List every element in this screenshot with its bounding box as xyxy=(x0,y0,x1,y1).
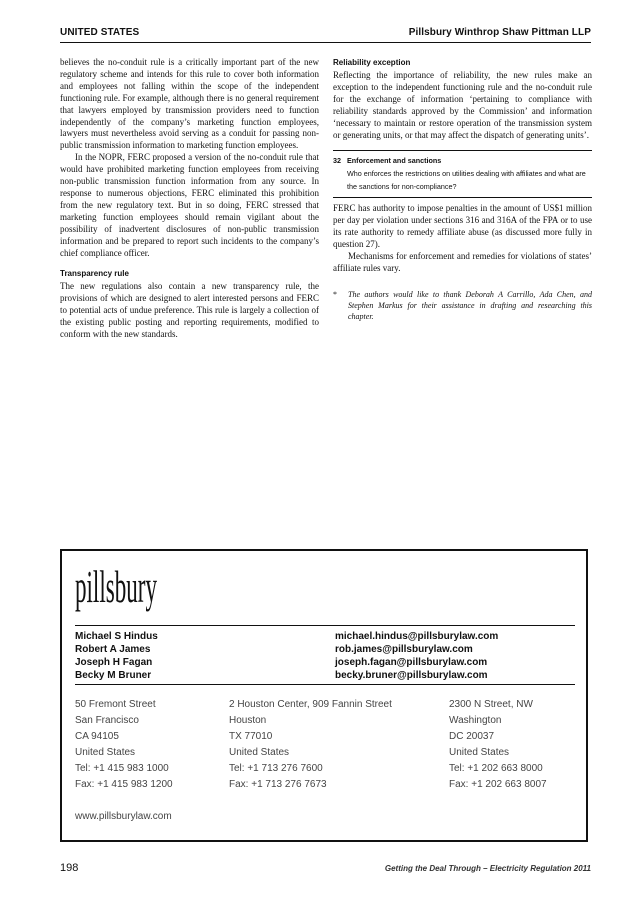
office-region: DC 20037 xyxy=(449,731,495,742)
contact-name: Becky M Bruner xyxy=(75,670,152,681)
office-houston xyxy=(229,697,449,793)
contact-email[interactable]: rob.james@pillsburylaw.com xyxy=(335,644,473,655)
office-fax: Fax: +1 415 983 1200 xyxy=(75,779,173,790)
divider xyxy=(75,625,575,626)
body-paragraph: Mechanisms for enforcement and remedies for violations of states’ affiliate rules vary. xyxy=(333,251,592,273)
office-country: United States xyxy=(449,747,510,758)
contact-row xyxy=(75,630,575,643)
page-number: 198 xyxy=(60,862,79,874)
body-paragraph: FERC has authority to impose penalties in the amount of US$1 million per day per violation under sections 316 and 316A of the FPA or to use its rate authority to remedy affiliate abuse (as discussed more fully in question 27). xyxy=(333,203,592,250)
office-list xyxy=(75,697,575,793)
office-san-francisco xyxy=(75,697,229,793)
publication-title: Getting the Deal Through – Electricity Regulation 2011 xyxy=(384,864,591,873)
header-firm: Pillsbury Winthrop Shaw Pittman LLP xyxy=(408,27,591,38)
header-rule xyxy=(60,42,591,43)
footnote xyxy=(333,289,592,322)
contact-row xyxy=(75,656,575,669)
logo-wordmark: pillsbury xyxy=(75,562,158,613)
contact-row xyxy=(75,669,575,682)
section-heading: Transparency rule xyxy=(60,269,129,279)
question-title: Enforcement and sanctions xyxy=(347,156,442,166)
page-footer xyxy=(60,862,591,874)
firm-advertisement xyxy=(60,549,588,842)
contact-email[interactable]: becky.bruner@pillsburylaw.com xyxy=(335,670,488,681)
contact-name: Robert A James xyxy=(75,644,151,655)
office-tel: Tel: +1 713 276 7600 xyxy=(229,763,323,774)
office-tel: Tel: +1 202 663 8000 xyxy=(449,763,543,774)
contact-email[interactable]: michael.hindus@pillsburylaw.com xyxy=(335,631,499,642)
office-country: United States xyxy=(75,747,136,758)
contact-row xyxy=(75,643,575,656)
office-tel: Tel: +1 415 983 1000 xyxy=(75,763,169,774)
header-country: UNITED STATES xyxy=(60,27,140,38)
website-link[interactable]: www.pillsburylaw.com xyxy=(75,811,172,822)
body-paragraph: In the NOPR, FERC proposed a version of the no-conduit rule that would have prohibited marketing function employees from receiving non-public transmission function information from any source. In response to numerous objections, FERC eliminated this prohibition from the new regulatory text. But in so doing, FERC stressed that marketing function employees should remain vigilant about the possibility of inadvertent disclosures of non-public transmission information and be prepared to report such incidents to the company’s chief compliance officer. xyxy=(60,152,319,258)
office-fax: Fax: +1 713 276 7673 xyxy=(229,779,327,790)
pillsbury-logo-graphic xyxy=(75,562,160,615)
body-paragraph: Reflecting the importance of reliability, the new rules make an exception to the independent functioning rule and the no-conduit rule for the exchange of information ‘pertaining to compliance with reliability standards approved by the Commission’ and information ‘necessary to maintain or restore operation of the transmission system or generating units, or that may affect the dispatch of generating units’. xyxy=(333,70,592,140)
body-paragraph: believes the no-conduit rule is a critically important part of the new regulatory scheme and intends for this rule to cover both information and employees not falling within the scope of the independent functioning rule. For example, although there is no general requirement that lawyers employed by transmission providers need to function independently of the company’s marketing function employees, lawyers must nevertheless avoid serving as a conduit for passing non-public transmission information to marketing function employees. xyxy=(60,57,319,151)
office-city: San Francisco xyxy=(75,715,139,726)
body-paragraph: The new regulations also contain a new transparency rule, the provisions of which are designed to alert interested persons and FERC to potential acts of undue preference. This rule is largely a collection of the existing public posting and reporting requirements, modified to conform with the new standards. xyxy=(60,281,319,340)
office-region: TX 77010 xyxy=(229,731,273,742)
office-street: 50 Fremont Street xyxy=(75,699,156,710)
section-heading: Reliability exception xyxy=(333,58,411,67)
left-column xyxy=(60,57,319,341)
running-header xyxy=(60,27,591,38)
office-country: United States xyxy=(229,747,290,758)
office-fax: Fax: +1 202 663 8007 xyxy=(449,779,547,790)
question-text: Who enforces the restrictions on utilities dealing with affiliates and what are the sanctions for non-compliance? xyxy=(347,169,586,192)
footnote-text: The authors would like to thank Deborah A Carrillo, Ada Chen, and Stephen Markus for their assistance in drafting and researching this chapter. xyxy=(348,289,592,321)
right-column xyxy=(333,57,592,322)
office-street: 2 Houston Center, 909 Fannin Street xyxy=(229,699,392,710)
office-city: Washington xyxy=(449,715,502,726)
divider xyxy=(75,684,575,685)
footnote-mark: * xyxy=(333,289,337,299)
contact-email[interactable]: joseph.fagan@pillsburylaw.com xyxy=(335,657,488,668)
office-city: Houston xyxy=(229,715,267,726)
contact-name: Michael S Hindus xyxy=(75,631,158,642)
contact-name: Joseph H Fagan xyxy=(75,657,153,668)
question-box xyxy=(333,150,592,198)
contact-list xyxy=(75,630,575,682)
office-washington xyxy=(449,697,575,793)
pillsbury-logo xyxy=(75,562,160,620)
office-region: CA 94105 xyxy=(75,731,119,742)
office-street: 2300 N Street, NW xyxy=(449,699,533,710)
question-number: 32 xyxy=(333,156,341,166)
